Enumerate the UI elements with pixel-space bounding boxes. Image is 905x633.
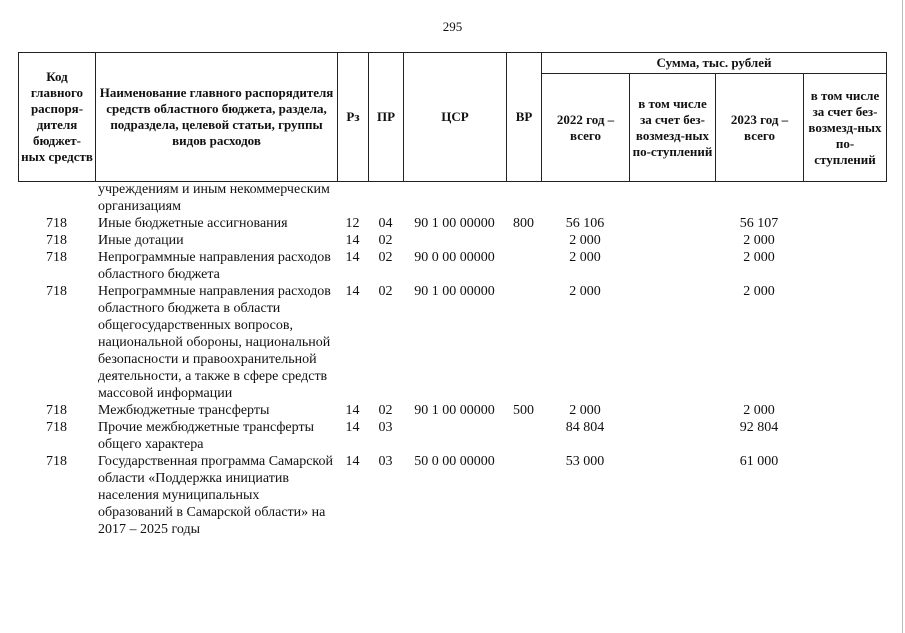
- cell-2022-total: 2 000: [569, 284, 601, 299]
- cell-rz: 14: [345, 284, 360, 299]
- cell-pr: 03: [378, 420, 393, 435]
- cell-vr: [506, 249, 541, 283]
- table-row: [18, 249, 886, 283]
- cell-2022-incl: [629, 249, 715, 283]
- cell-name: Непрограммные направления расходов областного бюджета в области общегосударственных вопросов, национальной обороны, национальной безопасности и правоохранительной деятельности, а также в сфере средств массовой информации: [98, 284, 331, 401]
- header-2023-total: 2023 год – всего: [716, 74, 804, 182]
- header-pr: ПР: [369, 53, 404, 182]
- cell-2022-total: 53 000: [565, 454, 605, 469]
- cell-pr: 02: [378, 233, 393, 248]
- cell-csr: 50 0 00 00000: [414, 454, 495, 469]
- header-code: Код главного распоря-дителя бюджет-ных средств: [19, 53, 96, 182]
- cell-name: Прочие межбюджетные трансферты общего характера: [98, 420, 314, 452]
- cell-vr: 800: [513, 216, 534, 231]
- cell-2023-incl: [803, 419, 886, 453]
- cell-rz: 12: [345, 216, 360, 231]
- cell-rz: 14: [345, 403, 360, 418]
- cell-csr: 90 1 00 00000: [414, 284, 495, 299]
- cell-vr: [506, 232, 541, 249]
- table-row: [18, 453, 886, 538]
- table-body: [18, 181, 886, 538]
- scan-edge: [902, 0, 903, 633]
- page-number: 295: [442, 19, 463, 34]
- cell-2023-incl: [803, 453, 886, 538]
- header-2023-incl: в том числе за счет без-возмезд-ных по-ступлений: [804, 74, 887, 182]
- cell-vr: [506, 283, 541, 402]
- cell-vr: [506, 419, 541, 453]
- cell-pr: 02: [378, 250, 393, 265]
- table-row: [18, 402, 886, 419]
- table-row: [18, 181, 886, 215]
- cell-name: учреждениям и иным некоммерческим организациям: [98, 182, 330, 214]
- cell-2023-incl: [803, 402, 886, 419]
- header-vr: ВР: [507, 53, 542, 182]
- cell-2023-total: 2 000: [743, 233, 775, 248]
- cell-2023-total: 2 000: [743, 403, 775, 418]
- cell-2023-total: [715, 181, 803, 215]
- cell-2023-incl: [803, 283, 886, 402]
- cell-rz: [337, 181, 368, 215]
- cell-csr: [403, 232, 506, 249]
- cell-name: Межбюджетные трансферты: [98, 403, 270, 418]
- cell-2022-total: 2 000: [569, 403, 601, 418]
- table-row: [18, 215, 886, 232]
- cell-name: Иные бюджетные ассигнования: [98, 216, 288, 231]
- cell-2023-total: 61 000: [739, 454, 779, 469]
- table-row: [18, 283, 886, 402]
- cell-2022-total: 2 000: [569, 250, 601, 265]
- cell-csr: 90 1 00 00000: [414, 403, 495, 418]
- cell-pr: [368, 181, 403, 215]
- cell-2022-incl: [629, 283, 715, 402]
- cell-2023-total: 92 804: [739, 420, 779, 435]
- cell-2023-incl: [803, 215, 886, 232]
- cell-2023-incl: [803, 249, 886, 283]
- cell-code: [18, 181, 95, 215]
- cell-rz: 14: [345, 454, 360, 469]
- table-header: [18, 52, 887, 182]
- cell-rz: 14: [345, 250, 360, 265]
- cell-vr: 500: [513, 403, 534, 418]
- cell-2022-total: 56 106: [565, 216, 605, 231]
- header-sum-group: Сумма, тыс. рублей: [542, 53, 887, 74]
- cell-csr: [403, 181, 506, 215]
- cell-name: Иные дотации: [98, 233, 184, 248]
- cell-code: 718: [46, 233, 67, 248]
- cell-2022-incl: [629, 402, 715, 419]
- table-row: [18, 232, 886, 249]
- cell-2022-incl: [629, 232, 715, 249]
- cell-pr: 04: [378, 216, 393, 231]
- cell-2023-total: 2 000: [743, 284, 775, 299]
- header-rz: Рз: [338, 53, 369, 182]
- cell-code: 718: [46, 284, 67, 299]
- cell-csr: 90 0 00 00000: [414, 250, 495, 265]
- cell-2022-incl: [629, 181, 715, 215]
- cell-vr: [506, 181, 541, 215]
- cell-pr: 02: [378, 284, 393, 299]
- header-2022-total: 2022 год – всего: [542, 74, 630, 182]
- cell-csr: [403, 419, 506, 453]
- header-name: Наименование главного распорядителя средств областного бюджета, раздела, подраздела, целевой статьи, группы видов расходов: [96, 53, 338, 182]
- cell-rz: 14: [345, 420, 360, 435]
- cell-2023-total: 2 000: [743, 250, 775, 265]
- cell-vr: [506, 453, 541, 538]
- cell-pr: 02: [378, 403, 393, 418]
- cell-name: Государственная программа Самарской области «Поддержка инициатив населения муниципальных образований в Самарской области» на 2017 – 2025 годы: [98, 454, 334, 537]
- cell-code: 718: [46, 250, 67, 265]
- cell-pr: 03: [378, 454, 393, 469]
- cell-2022-incl: [629, 215, 715, 232]
- cell-2022-incl: [629, 453, 715, 538]
- cell-code: 718: [46, 454, 67, 469]
- cell-rz: 14: [345, 233, 360, 248]
- cell-code: 718: [46, 216, 67, 231]
- table-row: [18, 419, 886, 453]
- header-2022-incl: в том числе за счет без-возмезд-ных по-ступлений: [630, 74, 716, 182]
- cell-2023-incl: [803, 181, 886, 215]
- cell-2022-incl: [629, 419, 715, 453]
- cell-2023-incl: [803, 232, 886, 249]
- cell-2022-total: [541, 181, 629, 215]
- header-csr: ЦСР: [404, 53, 507, 182]
- cell-2023-total: 56 107: [739, 216, 779, 231]
- cell-name: Непрограммные направления расходов областного бюджета: [98, 250, 331, 282]
- cell-2022-total: 2 000: [569, 233, 601, 248]
- cell-2022-total: 84 804: [565, 420, 605, 435]
- cell-csr: 90 1 00 00000: [414, 216, 495, 231]
- cell-code: 718: [46, 420, 67, 435]
- cell-code: 718: [46, 403, 67, 418]
